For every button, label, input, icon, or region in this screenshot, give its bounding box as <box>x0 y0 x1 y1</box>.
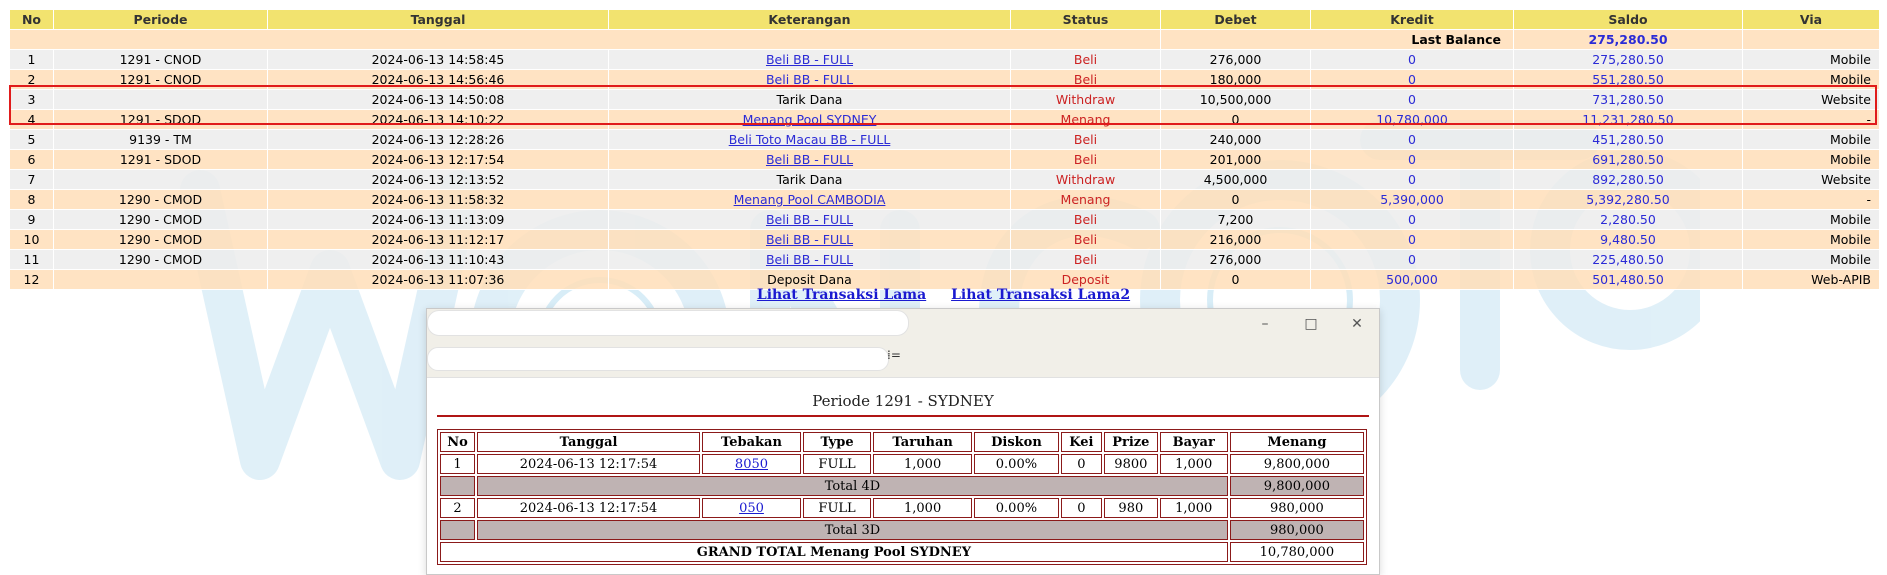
row-saldo: 451,280.50 <box>1514 130 1743 150</box>
popup-address-bar <box>427 339 1379 378</box>
row-no: 7 <box>10 170 54 190</box>
row-no: 6 <box>10 150 54 170</box>
row-keterangan: Tarik Dana <box>776 172 843 187</box>
bet-no: 2 <box>440 498 475 518</box>
table-row <box>10 70 1880 90</box>
subtotal-row <box>440 476 1364 496</box>
detail-header-tebakan: Tebakan <box>702 432 801 452</box>
bet-menang: 9,800,000 <box>1230 454 1364 474</box>
row-no: 1 <box>10 50 54 70</box>
column-header-kredit: Kredit <box>1311 10 1514 30</box>
row-via: Mobile <box>1743 130 1880 150</box>
row-periode: 1291 - CNOD <box>54 70 268 90</box>
row-via: Mobile <box>1743 210 1880 230</box>
bet-type: FULL <box>803 498 871 518</box>
row-no: 3 <box>10 90 54 110</box>
bet-tebakan-cell <box>702 454 801 474</box>
row-saldo: 275,280.50 <box>1514 50 1743 70</box>
table-row <box>10 230 1880 250</box>
subtotal-row <box>440 520 1364 540</box>
row-status: Beli <box>1011 150 1161 170</box>
subtotal-value: 9,800,000 <box>1230 476 1364 496</box>
row-via: Mobile <box>1743 70 1880 90</box>
row-keterangan-cell <box>609 190 1011 210</box>
row-periode: 1290 - CMOD <box>54 190 268 210</box>
row-periode <box>54 170 268 190</box>
bet-kei: 0 <box>1061 454 1102 474</box>
column-header-saldo: Saldo <box>1514 10 1743 30</box>
row-keterangan-link[interactable]: Beli BB - FULL <box>765 152 854 167</box>
detail-popup-window <box>426 308 1380 575</box>
transaction-table <box>9 9 1880 290</box>
old-transactions-link[interactable]: Lihat Transaksi Lama <box>756 287 927 303</box>
bet-type: FULL <box>803 454 871 474</box>
row-keterangan-link[interactable]: Beli BB - FULL <box>765 72 854 87</box>
row-tanggal: 2024-06-13 14:58:45 <box>268 50 609 70</box>
bet-tebakan-cell <box>702 498 801 518</box>
row-debet: 7,200 <box>1161 210 1311 230</box>
bet-bayar: 1,000 <box>1160 454 1228 474</box>
row-saldo: 11,231,280.50 <box>1514 110 1743 130</box>
table-row <box>10 210 1880 230</box>
bet-tanggal: 2024-06-13 12:17:54 <box>477 498 700 518</box>
table-row <box>10 250 1880 270</box>
row-periode: 1290 - CMOD <box>54 210 268 230</box>
bet-diskon: 0.00% <box>974 454 1059 474</box>
detail-header-tanggal: Tanggal <box>477 432 700 452</box>
column-header-debet: Debet <box>1161 10 1311 30</box>
row-via: Mobile <box>1743 230 1880 250</box>
row-periode: 1290 - CMOD <box>54 250 268 270</box>
row-tanggal: 2024-06-13 14:10:22 <box>268 110 609 130</box>
minimize-icon[interactable]: – <box>1261 316 1269 332</box>
row-tanggal: 2024-06-13 11:10:43 <box>268 250 609 270</box>
bet-taruhan: 1,000 <box>873 454 972 474</box>
row-kredit: 0 <box>1311 90 1514 110</box>
subtotal-label: Total 4D <box>477 476 1228 496</box>
row-saldo: 892,280.50 <box>1514 170 1743 190</box>
row-debet: 201,000 <box>1161 150 1311 170</box>
bet-tebakan-link[interactable]: 8050 <box>734 456 769 472</box>
bet-menang: 980,000 <box>1230 498 1364 518</box>
grand-total-label: GRAND TOTAL Menang Pool SYDNEY <box>440 542 1228 562</box>
bet-row <box>440 454 1364 474</box>
row-tanggal: 2024-06-13 14:50:08 <box>268 90 609 110</box>
detail-header-row <box>440 432 1364 452</box>
row-status: Beli <box>1011 250 1161 270</box>
bet-prize: 980 <box>1104 498 1158 518</box>
row-periode: 9139 - TM <box>54 130 268 150</box>
row-kredit: 0 <box>1311 230 1514 250</box>
row-tanggal: 2024-06-13 14:56:46 <box>268 70 609 90</box>
row-keterangan: Tarik Dana <box>776 92 843 107</box>
row-kredit: 0 <box>1311 250 1514 270</box>
detail-header-type: Type <box>803 432 871 452</box>
row-keterangan-cell <box>609 70 1011 90</box>
row-via: Mobile <box>1743 150 1880 170</box>
row-kredit: 0 <box>1311 50 1514 70</box>
row-tanggal: 2024-06-13 11:12:17 <box>268 230 609 250</box>
detail-header-diskon: Diskon <box>974 432 1059 452</box>
title-divider <box>437 415 1369 417</box>
old-transactions-links <box>0 287 1887 303</box>
row-tanggal: 2024-06-13 12:28:26 <box>268 130 609 150</box>
address-bar-icon: ⁞= <box>887 348 901 362</box>
row-no: 5 <box>10 130 54 150</box>
row-keterangan-cell <box>609 230 1011 250</box>
row-periode <box>54 90 268 110</box>
row-saldo: 5,392,280.50 <box>1514 190 1743 210</box>
row-status: Beli <box>1011 130 1161 150</box>
row-keterangan-link[interactable]: Beli BB - FULL <box>765 52 854 67</box>
row-via: Mobile <box>1743 50 1880 70</box>
row-keterangan-link[interactable]: Beli BB - FULL <box>765 232 854 247</box>
bet-diskon: 0.00% <box>974 498 1059 518</box>
row-via: Web-APIB <box>1743 270 1880 290</box>
last-balance-label: Last Balance <box>1161 30 1514 50</box>
detail-header-bayar: Bayar <box>1160 432 1228 452</box>
row-keterangan-link[interactable]: Beli BB - FULL <box>765 252 854 267</box>
old-transactions-link-2[interactable]: Lihat Transaksi Lama2 <box>951 287 1131 303</box>
row-keterangan-cell <box>609 210 1011 230</box>
row-keterangan-cell <box>609 110 1011 130</box>
row-debet: 276,000 <box>1161 50 1311 70</box>
row-debet: 4,500,000 <box>1161 170 1311 190</box>
table-row <box>10 50 1880 70</box>
column-header-tanggal: Tanggal <box>268 10 609 30</box>
row-status: Withdraw <box>1011 170 1161 190</box>
subtotal-value: 980,000 <box>1230 520 1364 540</box>
row-keterangan-cell <box>609 150 1011 170</box>
row-via: - <box>1743 190 1880 210</box>
row-keterangan-cell <box>609 170 1011 190</box>
row-debet: 180,000 <box>1161 70 1311 90</box>
popup-title: Periode 1291 - SYDNEY <box>812 392 994 410</box>
bet-prize: 9800 <box>1104 454 1158 474</box>
row-periode: 1291 - SDOD <box>54 150 268 170</box>
row-keterangan-cell <box>609 250 1011 270</box>
bet-row <box>440 498 1364 518</box>
row-no: 4 <box>10 110 54 130</box>
row-keterangan-link[interactable]: Beli Toto Macau BB - FULL <box>728 132 891 147</box>
bet-tebakan-link[interactable]: 050 <box>739 500 764 516</box>
maximize-icon[interactable]: □ <box>1304 316 1318 332</box>
row-no: 10 <box>10 230 54 250</box>
row-tanggal: 2024-06-13 11:13:09 <box>268 210 609 230</box>
row-status: Beli <box>1011 70 1161 90</box>
row-periode: 1290 - CMOD <box>54 230 268 250</box>
row-no: 12 <box>10 270 54 290</box>
last-balance-row <box>10 30 1880 50</box>
row-keterangan-cell <box>609 50 1011 70</box>
column-header-periode: Periode <box>54 10 268 30</box>
table-row <box>10 150 1880 170</box>
row-status: Beli <box>1011 50 1161 70</box>
row-debet: 0 <box>1161 190 1311 210</box>
row-via: Website <box>1743 170 1880 190</box>
row-saldo: 731,280.50 <box>1514 90 1743 110</box>
row-debet: 0 <box>1161 270 1311 290</box>
row-via: Mobile <box>1743 250 1880 270</box>
bet-bayar: 1,000 <box>1160 498 1228 518</box>
bet-taruhan: 1,000 <box>873 498 972 518</box>
row-kredit: 10,780,000 <box>1311 110 1514 130</box>
row-no: 2 <box>10 70 54 90</box>
row-keterangan-link[interactable]: Menang Pool SYDNEY <box>742 112 877 127</box>
row-keterangan: Deposit Dana <box>767 272 852 287</box>
column-header-no: No <box>10 10 54 30</box>
subtotal-label: Total 3D <box>477 520 1228 540</box>
popup-title-field <box>427 310 909 336</box>
detail-header-no: No <box>440 432 475 452</box>
row-status: Withdraw <box>1011 90 1161 110</box>
column-header-via: Via <box>1743 10 1880 30</box>
row-kredit: 500,000 <box>1311 270 1514 290</box>
row-status: Beli <box>1011 230 1161 250</box>
row-periode: 1291 - SDOD <box>54 110 268 130</box>
row-periode: 1291 - CNOD <box>54 50 268 70</box>
row-kredit: 5,390,000 <box>1311 190 1514 210</box>
row-kredit: 0 <box>1311 150 1514 170</box>
row-keterangan-cell <box>609 90 1011 110</box>
popup-titlebar <box>427 309 1379 339</box>
grand-total-value: 10,780,000 <box>1230 542 1364 562</box>
table-header-row <box>10 10 1880 30</box>
row-debet: 216,000 <box>1161 230 1311 250</box>
row-saldo: 691,280.50 <box>1514 150 1743 170</box>
row-saldo: 2,280.50 <box>1514 210 1743 230</box>
row-keterangan-link[interactable]: Beli BB - FULL <box>765 212 854 227</box>
row-kredit: 0 <box>1311 170 1514 190</box>
row-no: 11 <box>10 250 54 270</box>
row-debet: 240,000 <box>1161 130 1311 150</box>
row-keterangan-link[interactable]: Menang Pool CAMBODIA <box>733 192 886 207</box>
row-kredit: 0 <box>1311 210 1514 230</box>
row-saldo: 9,480.50 <box>1514 230 1743 250</box>
table-row <box>10 90 1880 110</box>
table-row <box>10 110 1880 130</box>
bet-detail-table <box>437 429 1367 565</box>
row-status: Menang <box>1011 110 1161 130</box>
table-row <box>10 190 1880 210</box>
column-header-keterangan: Keterangan <box>609 10 1011 30</box>
row-kredit: 0 <box>1311 70 1514 90</box>
row-tanggal: 2024-06-13 11:58:32 <box>268 190 609 210</box>
bet-tanggal: 2024-06-13 12:17:54 <box>477 454 700 474</box>
detail-header-menang: Menang <box>1230 432 1364 452</box>
row-via: - <box>1743 110 1880 130</box>
row-tanggal: 2024-06-13 12:17:54 <box>268 150 609 170</box>
column-header-status: Status <box>1011 10 1161 30</box>
row-via: Website <box>1743 90 1880 110</box>
bet-kei: 0 <box>1061 498 1102 518</box>
row-tanggal: 2024-06-13 12:13:52 <box>268 170 609 190</box>
row-no: 9 <box>10 210 54 230</box>
last-balance-value: 275,280.50 <box>1514 30 1743 50</box>
row-status: Beli <box>1011 210 1161 230</box>
row-status: Menang <box>1011 190 1161 210</box>
row-keterangan-cell <box>609 130 1011 150</box>
table-row <box>10 130 1880 150</box>
row-saldo: 225,480.50 <box>1514 250 1743 270</box>
grand-total-row <box>440 542 1364 562</box>
row-tanggal: 2024-06-13 11:07:36 <box>268 270 609 290</box>
close-icon[interactable]: ✕ <box>1351 316 1363 332</box>
table-row <box>10 170 1880 190</box>
detail-header-taruhan: Taruhan <box>873 432 972 452</box>
row-saldo: 551,280.50 <box>1514 70 1743 90</box>
row-saldo: 501,480.50 <box>1514 270 1743 290</box>
row-kredit: 0 <box>1311 130 1514 150</box>
row-debet: 0 <box>1161 110 1311 130</box>
row-status: Deposit <box>1011 270 1161 290</box>
address-field[interactable] <box>427 347 889 371</box>
row-debet: 276,000 <box>1161 250 1311 270</box>
detail-header-prize: Prize <box>1104 432 1158 452</box>
row-no: 8 <box>10 190 54 210</box>
detail-header-kei: Kei <box>1061 432 1102 452</box>
bet-no: 1 <box>440 454 475 474</box>
row-debet: 10,500,000 <box>1161 90 1311 110</box>
